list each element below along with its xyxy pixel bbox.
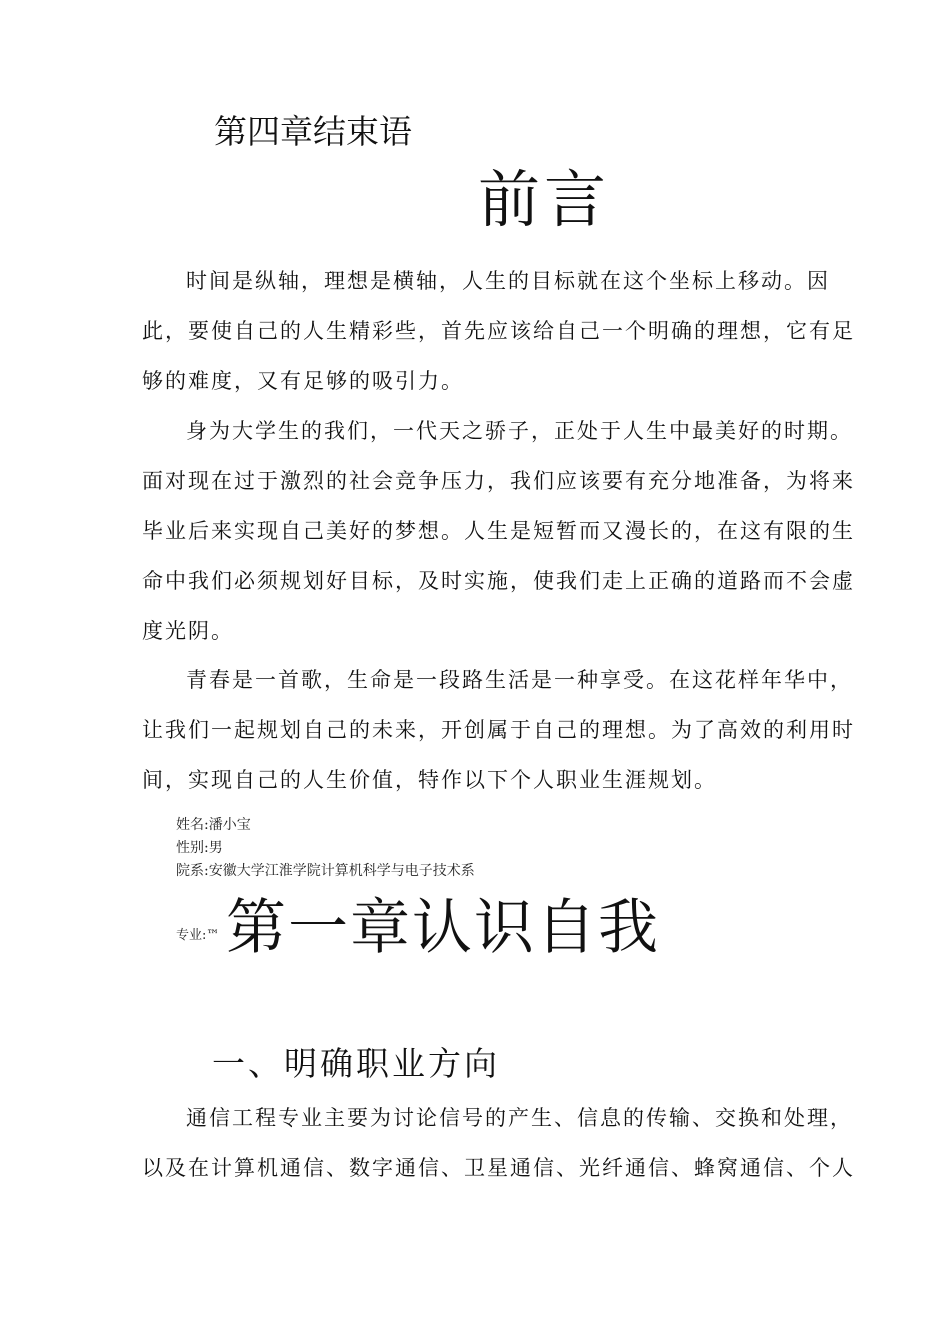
paragraph-line: 以及在计算机通信、数字通信、卫星通信、光纤通信、蜂窝通信、个人 bbox=[142, 1156, 855, 1180]
paragraph-line: 时间是纵轴，理想是横轴，人生的目标就在这个坐标上移动。因 bbox=[186, 269, 830, 293]
paragraph-line: 面对现在过于激烈的社会竞争压力，我们应该要有充分地准备，为将来 bbox=[142, 469, 855, 493]
paragraph-line: 让我们一起规划自己的未来，开创属于自己的理想。为了高效的利用时 bbox=[142, 718, 855, 742]
info-department: 院系:安徽大学江淮学院计算机科学与电子技术系 bbox=[176, 863, 475, 879]
paragraph-line: 度光阴。 bbox=[142, 619, 234, 643]
toc-line: 第四章结束语 bbox=[214, 112, 412, 151]
info-major: 专业:™ bbox=[176, 928, 220, 943]
info-name: 姓名:潘小宝 bbox=[176, 817, 251, 833]
paragraph-line: 青春是一首歌，生命是一段路生活是一种享受。在这花样年华中， bbox=[186, 668, 853, 692]
paragraph-line: 毕业后来实现自己美好的梦想。人生是短暂而又漫长的，在这有限的生 bbox=[142, 519, 855, 543]
paragraph-line: 命中我们必须规划好目标，及时实施，使我们走上正确的道路而不会虚 bbox=[142, 569, 855, 593]
chapter-title: 第一章认识自我 bbox=[226, 893, 660, 963]
paragraph-line: 身为大学生的我们，一代天之骄子，正处于人生中最美好的时期。 bbox=[186, 419, 853, 443]
paragraph-line: 此，要使自己的人生精彩些，首先应该给自己一个明确的理想，它有足 bbox=[142, 319, 855, 343]
section-title: 一、明确职业方向 bbox=[212, 1044, 500, 1083]
paragraph-line: 间，实现自己的人生价值，特作以下个人职业生涯规划。 bbox=[142, 768, 717, 792]
paragraph-line: 通信工程专业主要为讨论信号的产生、信息的传输、交换和处理， bbox=[186, 1106, 853, 1130]
info-gender: 性别:男 bbox=[176, 840, 223, 856]
paragraph-line: 够的难度，又有足够的吸引力。 bbox=[142, 369, 464, 393]
preface-title: 前言 bbox=[478, 163, 611, 236]
